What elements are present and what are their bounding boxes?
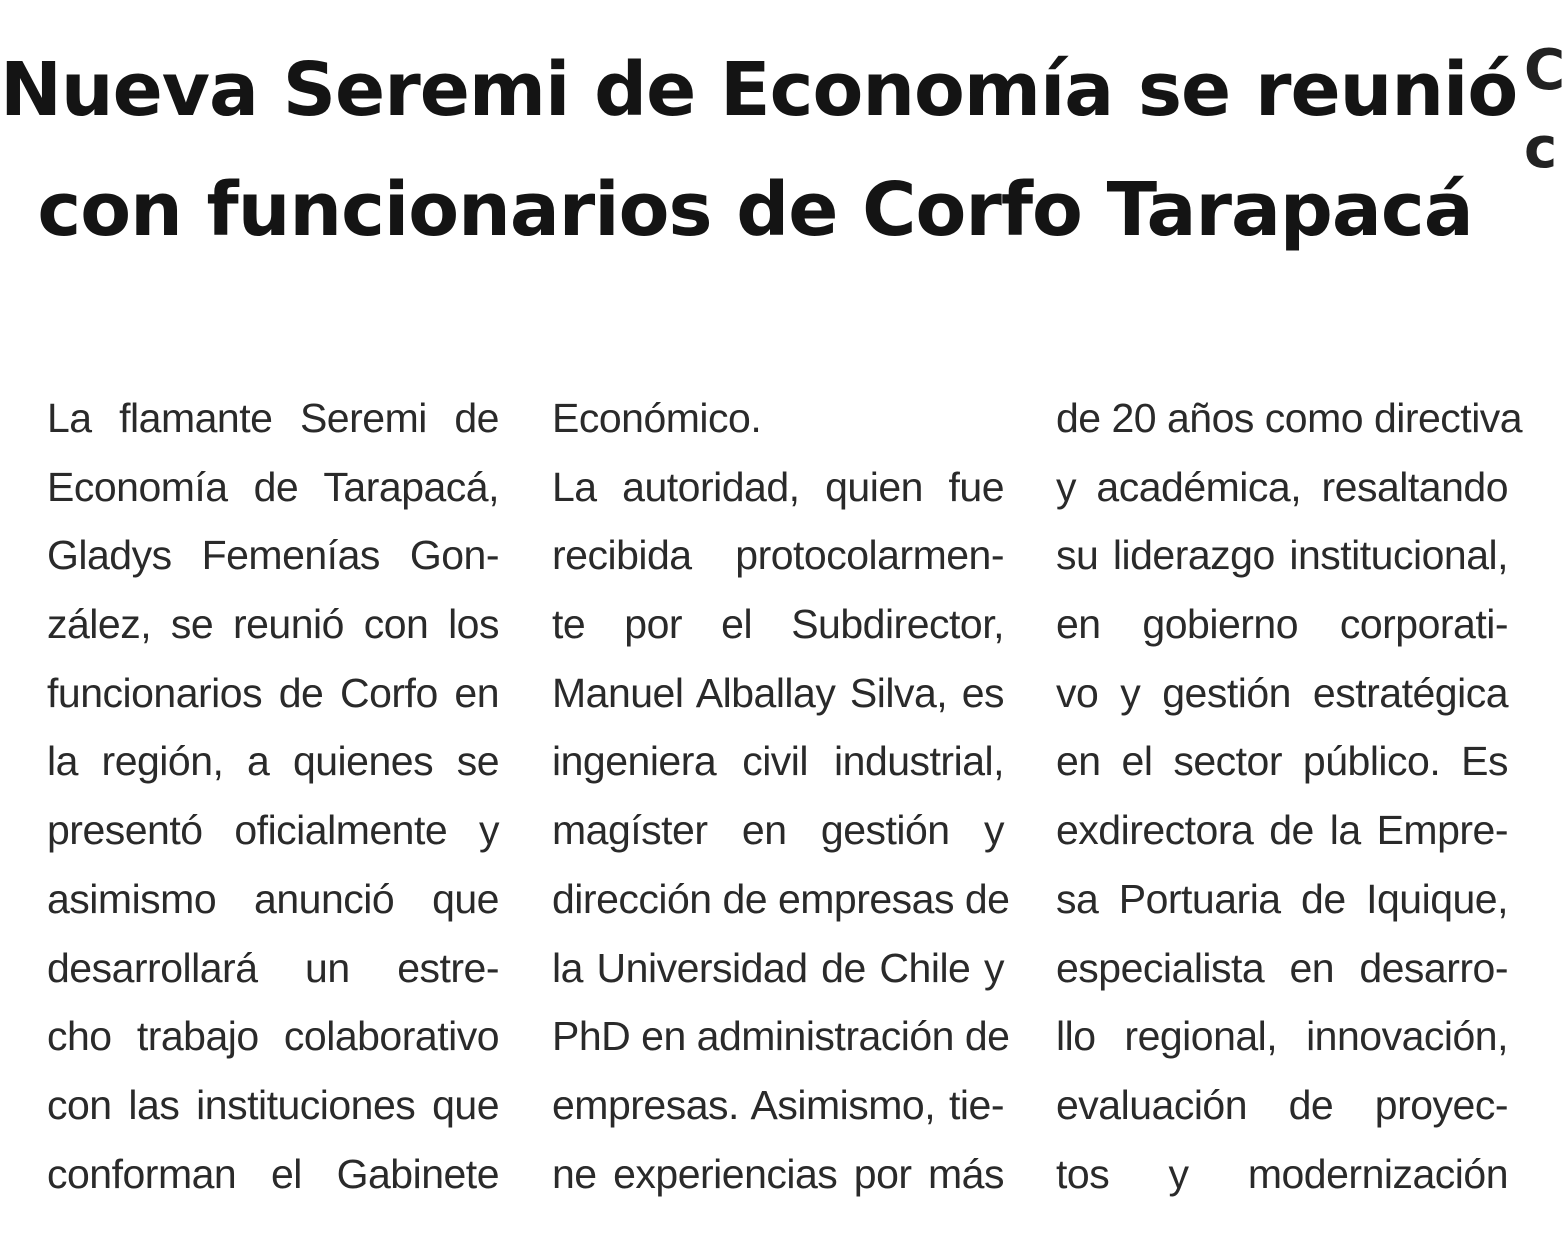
text-line: sa Portuaria de Iquique, (1056, 875, 1508, 922)
text-line: en gobierno corporati- (1056, 601, 1508, 648)
adjacent-article-fragment: c (1524, 116, 1558, 181)
text-line: ingeniera civil industrial, (552, 738, 1004, 785)
text-line: La autoridad, quien fue (552, 463, 1004, 510)
text-line: llo regional, innovación, (1056, 1013, 1508, 1060)
text-line: presentó oficialmente y (47, 807, 499, 854)
text-line: empresas. Asimismo, tie- (552, 1081, 1004, 1128)
text-line: Gladys Femenías Gon- (47, 532, 499, 579)
text-line: exdirectora de la Empre- (1056, 807, 1508, 854)
text-line: la región, a quienes se (47, 738, 499, 785)
text-line: en el sector público. Es (1056, 738, 1508, 785)
text-line: con las instituciones que (47, 1081, 499, 1128)
text-line: y académica, resaltando (1056, 463, 1508, 510)
text-line: La flamante Seremi de (47, 395, 499, 441)
text-line: te por el Subdirector, (552, 601, 1004, 648)
article-column-2 (552, 384, 1010, 1208)
text-line: especialista en desarro- (1056, 944, 1508, 991)
text-line: su liderazgo institucional, (1056, 532, 1508, 579)
article-column-1 (47, 384, 499, 1208)
text-line: tos y modernización (1056, 1150, 1508, 1197)
text-line: PhD en administración de (552, 1013, 1010, 1060)
text-line: dirección de empresas de (552, 875, 1010, 922)
text-line: cho trabajo colaborativo (47, 1013, 499, 1060)
text-line: Manuel Alballay Silva, es (552, 669, 1004, 716)
text-line: vo y gestión estratégica (1056, 669, 1508, 716)
text-line: asimismo anunció que (47, 875, 499, 922)
text-line: de 20 años como directiva (1056, 395, 1523, 441)
text-line: evaluación de proyec- (1056, 1081, 1508, 1128)
text-line: ne experiencias por más (552, 1150, 1004, 1197)
headline-line-2: con funcionarios de Corfo Tarapacá (37, 167, 1473, 253)
article-column-3 (1056, 384, 1523, 1208)
text-line: conforman el Gabinete (47, 1150, 499, 1197)
text-line: Economía de Tarapacá, (47, 463, 499, 510)
text-line: funcionarios de Corfo en (47, 669, 499, 716)
headline-line-1: Nueva Seremi de Economía se reunió (0, 47, 1518, 133)
text-line: magíster en gestión y (552, 807, 1004, 854)
text-line: zález, se reunió con los (47, 601, 499, 648)
text-line: desarrollará un estre- (47, 944, 499, 991)
text-line: la Universidad de Chile y (552, 944, 1004, 991)
adjacent-article-fragment: C (1524, 38, 1565, 103)
text-line: Económico. (552, 395, 762, 441)
text-line: recibida protocolarmen- (552, 532, 1004, 579)
article-headline (0, 30, 1518, 270)
